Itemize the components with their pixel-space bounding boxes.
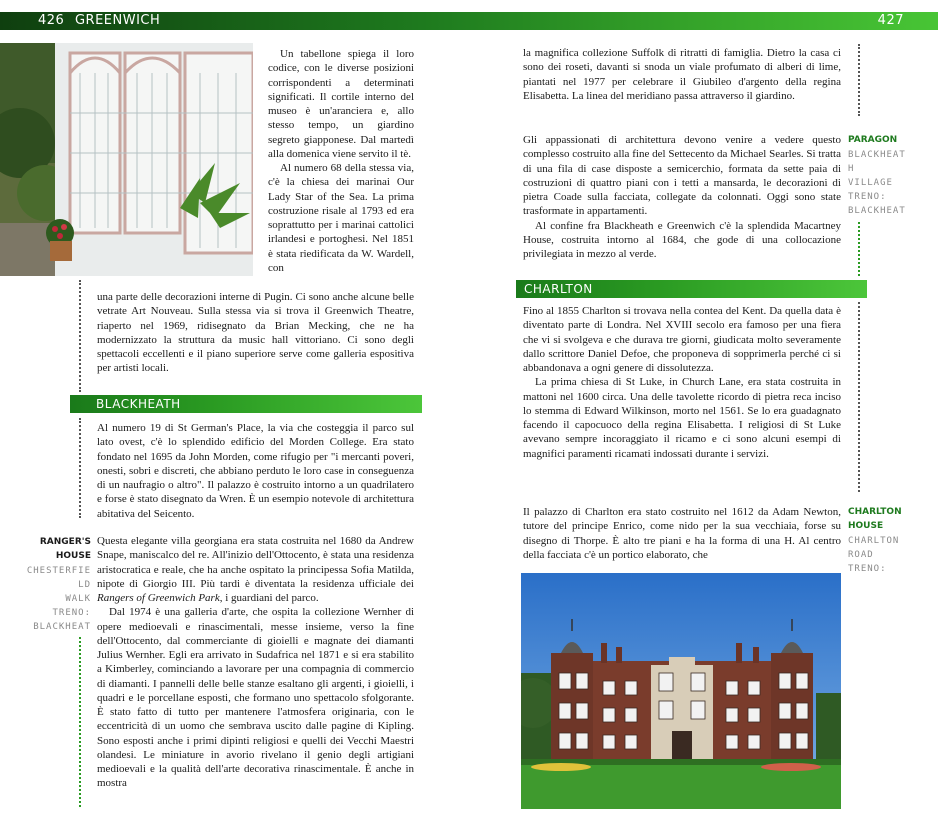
right-margin-dots-mid: [858, 302, 860, 492]
running-header-bar: [0, 12, 938, 30]
section-header-charlton: [516, 280, 867, 298]
paragon-address: BLACKHEAT H VILLAGE TRENO: BLACKHEAT: [848, 150, 906, 216]
paragon-paragraph-1: Gli appassionati di architettura devono venire a vedere questo complesso costruito alla fine del Settecento da Michael Searles. Si tratta di una fila di case disposte a semicerchio, formata da sette paia di costruzioni di quattro piani con i tetti a mansarda, le decorazioni di pietra Coade sulla facciata, collegate da colonnati. Oggi sono state trasformate in appartamenti.: [523, 134, 841, 218]
left-page-header: [38, 12, 160, 30]
charlton-house-address: CHARLTON ROAD TRENO:: [848, 536, 900, 574]
left-page-number: 426: [38, 13, 65, 28]
rangers-house-paragraph-2: Dal 1974 è una galleria d'arte, che ospita la collezione Wernher di opere medioevali e rinascimentali, messe insieme, verso la fine dell'Ottocento, dal commerciante di gioielli e magnate dei diamanti Julius Wernher. Egli era arrivato in Sudafrica nel 1871 e si era stabilito a Kimberley, cominciando a lavorare per una compagnia di commercio di diamanti. I pannelli delle belle stanze esaltano gli argenti, i gioielli, i quadri e le porcellane esposti, che formano uno spettacolo sfolgorante. È stato fatto di tutto per mantenere l'atmosfera originaria, con le eccentricità di un uomo che sembrava uscito dalle pagine di Kipling. Sono esposti anche i primi dipinti religiosi e quelli dei Vecchi Maestri olandesi. Le miniature in avorio rivelano il genio degli artigiani medioevali e la qualità dell'arte decorativa rinascimentale. È anche in mostra: [97, 606, 414, 790]
left-margin-dots-mid: [79, 418, 81, 518]
rangers-house-paragraph-1: Questa elegante villa georgiana era stata costruita nel 1680 da Andrew Snape, maniscalco del re. All'inizio dell'Ottocento, è stata una residenza aristocratica e reale, che ha anche ospitato la principessa Sofia Matilda, nipote di Giorgio III. Più tardi è diventata la residenza ufficiale dei Rangers of Greenwich Park, i guardiani del parco.: [97, 535, 414, 604]
right-margin-dots-top: [858, 44, 860, 116]
paragon-dots: [858, 222, 860, 276]
rangers-house-text: [97, 534, 414, 791]
section-title-charlton: CHARLTON: [524, 282, 593, 296]
charlton-paragraph-2: La prima chiesa di St Luke, in Church Lane, era stata costruita in mattoni nel 1600 circa. Una delle tavolette ricordo di pietra reca inciso lo stemma di Edward Wilkinson, morto nel 1561. Se lo era guadagnato facendo il capocuoco della regina Elisabetta. I religiosi di St Luke avevano sempre incoraggiato il ricamo e ci sono alcuni esempi di magnifici paramenti ricamati indossati durante i servizi.: [523, 376, 841, 460]
left-margin-dots-top: [79, 280, 81, 392]
charlton-paragraph-1: Fino al 1855 Charlton si trovava nella contea del Kent. Da quella data è diventato parte di Londra. Nel XVIII secolo era famoso per una fiera che vi si svolgeva e che durava tre giorni, giudicata molto severamente dallo scrittore Daniel Defoe, che proponeva di sopprimerla perché ci si abbandonava a ogni genere di dissolutezza.: [523, 305, 841, 374]
right-page-number: 427: [877, 13, 904, 28]
charlton-house-title: CHARLTON HOUSE: [848, 507, 902, 531]
blackheath-paragraph: Al numero 19 di St German's Place, la via che costeggia il parco sul lato ovest, c'è lo splendido edificio del Morden College. Era stato fondato nel 1695 da John Morden, come rifugio per "i mercanti poveri, onesti, sobri e discreti, che abbiano perduto le loro case in conseguenza di un naufragio o altro". Il palazzo è costruito intorno a un quadrilatero e forse è stato disegnato da Wren. È un esempio notevole di architettura abitativa del Seicento.: [97, 422, 414, 520]
intro-paragraph-1: Un tabellone spiega il loro codice, con le diverse posizioni corrispondenti a determinati significati. Il cortile interno del museo è un'aranciera e, allo stesso tempo, un giardino segreto giapponese. Dal martedì alla domenica viene servito il tè.: [268, 48, 414, 160]
section-title-blackheath: BLACKHEATH: [96, 397, 181, 411]
rangers-house-address: CHESTERFIE LD WALK TRENO: BLACKHEAT: [26, 566, 91, 632]
intro-paragraphs: [268, 47, 414, 275]
paragon-title: PARAGON: [848, 135, 898, 145]
section-header-blackheath: [70, 395, 422, 413]
rangers-house-title: RANGER'S HOUSE: [39, 537, 91, 561]
charlton-text: [523, 304, 841, 461]
orangery-photo: [0, 43, 253, 276]
paragon-text: [523, 133, 841, 261]
intro-paragraph-2: Al numero 68 della stessa via, c'è la chiesa dei marinai Our Lady Star of the Sea. La prima costruzione risale al 1793 ed era soprattutto per i marinai cattolici irlandesi e portoghesi. Nel 1851 è stata riedificata da W. Wardell, con: [268, 162, 414, 274]
intro-paragraph-continuation: una parte delle decorazioni interne di Pugin. Ci sono anche alcune belle vetrate Art Nouveau. Sulla stessa via si trova il Greenwich Theatre, riaperto nel 1969, ridisegnato da Brian Mecking, che ne ha modernizzato la struttura da music hall vittoriano. Ci sono degli spettacoli eccellenti e il piano superiore serve come galleria espositiva per artisti locali.: [97, 291, 414, 375]
left-page-title: GREENWICH: [74, 13, 161, 28]
paragon-paragraph-2: Al confine fra Blackheath e Greenwich c'è la splendida Macartney House, costruita intorno al 1684, che gode di una collocazione privilegiata in mezzo al verde.: [523, 219, 841, 260]
rangers-park-italic: Rangers of Greenwich Park: [97, 592, 220, 604]
right-top-paragraph: la magnifica collezione Suffolk di ritratti di famiglia. Dietro la casa ci sono dei roseti, davanti si snoda un viale profumato di alberi di lime, piantati nel 1977 per celebrare il Giubileo d'argento della regina Elisabetta. La linea del meridiano passa attraverso il giardino.: [523, 47, 841, 102]
rangers-house-dots: [79, 637, 81, 807]
charlton-house-text: Il palazzo di Charlton era stato costruito nel 1612 da Adam Newton, tutore del principe Enrico, come nido per la sua vecchiaia, forse su disegno di Thorpe. È alto tre piani e ha la forma di una H. Al centro della facciata c'è un portico elaborato, che: [523, 506, 841, 561]
charlton-house-photo: [521, 573, 841, 809]
